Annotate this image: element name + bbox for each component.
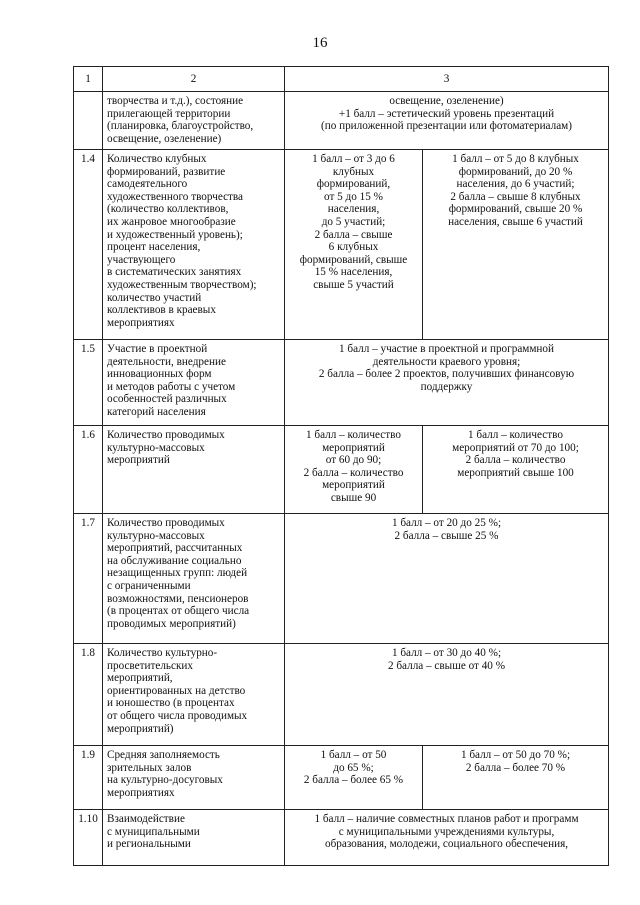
table-header-row	[74, 67, 609, 92]
row-number: 1.10	[74, 810, 103, 866]
row-number: 1.5	[74, 340, 103, 426]
table-row	[74, 150, 609, 340]
header-col-1: 1	[74, 67, 103, 92]
score-text: освещение, озеленение) +1 балл – эстетический уровень презентаций (по приложенной презентации или фотоматериалам)	[285, 92, 609, 150]
score-right-text: 1 балл – от 50 до 70 %; 2 балла – более 70 %	[423, 746, 609, 810]
row-number: 1.7	[74, 514, 103, 644]
header-col-2: 2	[103, 67, 285, 92]
score-left-text: 1 балл – количество мероприятий от 60 до 90; 2 балла – количество мероприятий свыше 90	[285, 426, 423, 514]
criterion-text: Количество проводимых культурно-массовых мероприятий, рассчитанных на обслуживание социально незащищенных групп: людей с ограниченными возможностями, пенсионеров (в процентах от общего числа проводимых мероприятий)	[103, 514, 285, 644]
table-row	[74, 92, 609, 150]
score-right-text: 1 балл – от 5 до 8 клубных формирований, до 20 % населения, до 6 участий; 2 балла – свыше 8 клубных формирований, свыше 20 % населения, свыше 6 участий	[423, 150, 609, 340]
criterion-text: Взаимодействие с муниципальными и региональными	[103, 810, 285, 866]
score-left-text: 1 балл – от 50 до 65 %; 2 балла – более 65 %	[285, 746, 423, 810]
row-number	[74, 92, 103, 150]
criterion-text: Количество клубных формирований, развитие самодеятельного художественного творчества (количество коллективов, их жанровое многообразие и художественный уровень); процент населения, участвующего в систематических занятиях художественным творчеством); количество участий коллективов в краевых мероприятиях	[103, 150, 285, 340]
score-text: 1 балл – от 20 до 25 %; 2 балла – свыше 25 %	[285, 514, 609, 644]
row-number: 1.6	[74, 426, 103, 514]
header-col-3: 3	[285, 67, 609, 92]
row-number: 1.4	[74, 150, 103, 340]
row-number: 1.8	[74, 644, 103, 746]
table-row	[74, 810, 609, 866]
criterion-text: Количество проводимых культурно-массовых мероприятий	[103, 426, 285, 514]
table-row	[74, 426, 609, 514]
table-row	[74, 644, 609, 746]
score-text: 1 балл – участие в проектной и программной деятельности краевого уровня; 2 балла – более 2 проектов, получивших финансовую поддержку	[285, 340, 609, 426]
criterion-text: творчества и т.д.), состояние прилегающей территории (планировка, благоустройство, освещение, озеленение)	[103, 92, 285, 150]
criterion-text: Количество культурно- просветительских мероприятий, ориентированных на детство и юношество (в процентах от общего числа проводимых мероприятий)	[103, 644, 285, 746]
page-number: 16	[312, 35, 328, 51]
score-text: 1 балл – от 30 до 40 %; 2 балла – свыше от 40 %	[285, 644, 609, 746]
criterion-text: Участие в проектной деятельности, внедрение инновационных форм и методов работы с учетом особенностей различных категорий населения	[103, 340, 285, 426]
table-row	[74, 340, 609, 426]
table-row	[74, 746, 609, 810]
row-number: 1.9	[74, 746, 103, 810]
criteria-table	[73, 66, 609, 866]
criterion-text: Средняя заполняемость зрительных залов на культурно-досуговых мероприятиях	[103, 746, 285, 810]
score-text: 1 балл – наличие совместных планов работ и программ с муниципальными учреждениями культуры, образования, молодежи, социального обеспечения,	[285, 810, 609, 866]
score-right-text: 1 балл – количество мероприятий от 70 до 100; 2 балла – количество мероприятий свыше 100	[423, 426, 609, 514]
score-left-text: 1 балл – от 3 до 6 клубных формирований, от 5 до 15 % населения, до 5 участий; 2 балла – свыше 6 клубных формирований, свыше 15 % населения, свыше 5 участий	[285, 150, 423, 340]
table-row	[74, 514, 609, 644]
